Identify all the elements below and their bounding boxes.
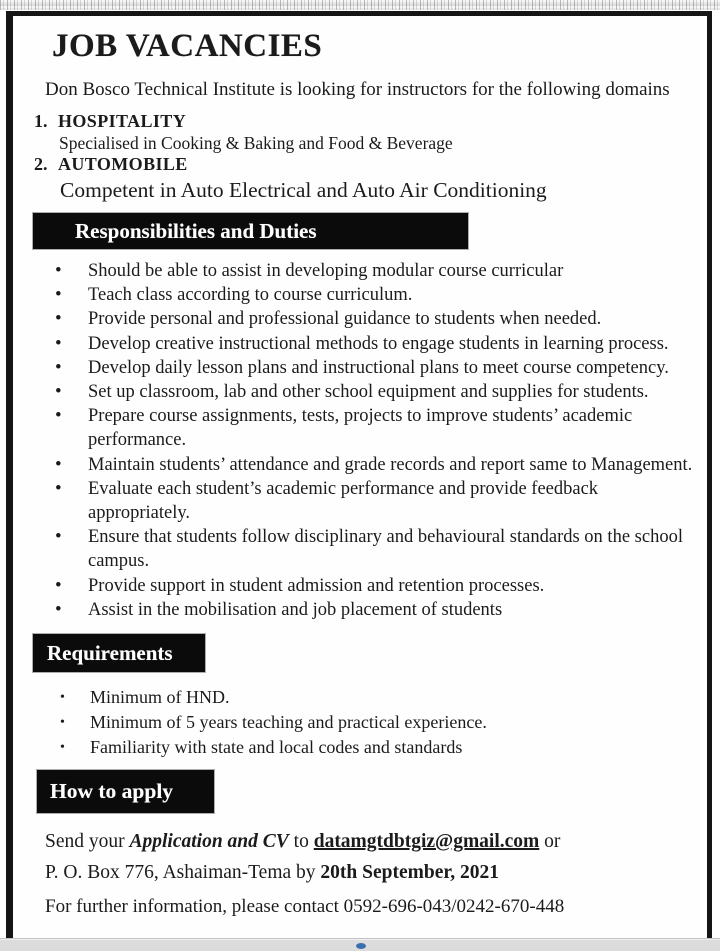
responsibilities-heading-bar: Responsibilities and Duties — [33, 213, 468, 249]
blue-scroll-dot-icon — [356, 943, 366, 949]
responsibility-item: • Provide support in student admission and retention processes. — [32, 574, 704, 598]
page-title: JOB VACANCIES — [52, 28, 323, 64]
responsibility-item: • Should be able to assist in developing modular course curricular — [32, 259, 704, 283]
how-to-apply-heading-bar: How to apply — [37, 770, 214, 813]
responsibility-item: • Teach class according to course curriculum. — [32, 283, 704, 307]
domain-item-hospitality — [34, 111, 695, 132]
requirements-heading-bar: Requirements — [33, 634, 205, 672]
responsibility-item: • Prepare course assignments, tests, projects to improve students’ academic performance. — [32, 404, 704, 452]
responsibility-item: • Develop creative instructional methods to engage students in learning process. — [32, 332, 704, 356]
responsibilities-list — [32, 259, 704, 622]
requirement-item: • Minimum of HND. — [32, 685, 692, 710]
domain-number: 2. — [34, 154, 48, 174]
send-suffix-text: or — [539, 831, 561, 853]
domain-detail-automobile: Competent in Auto Electrical and Auto Air Conditioning — [60, 178, 547, 202]
responsibility-item: • Provide personal and professional guidance to students when needed. — [32, 307, 704, 331]
email-link: datamgtdbtgiz@gmail.com — [313, 831, 540, 853]
address-prefix-text: P. O. Box 776, Ashaiman-Tema by — [45, 862, 321, 884]
send-prefix-text: Send your — [45, 831, 130, 853]
responsibility-item: • Develop daily lesson plans and instructional plans to meet course competency. — [32, 356, 704, 380]
requirement-item: • Familiarity with state and local codes and standards — [32, 735, 692, 760]
viewer-edge-strip — [0, 938, 720, 951]
intro-text: Don Bosco Technical Institute is looking for instructors for the following domains — [45, 79, 670, 100]
responsibility-item: • Assist in the mobilisation and job placement of students — [32, 598, 704, 622]
application-cv-text: Application and CV — [129, 831, 289, 853]
domain-name: AUTOMOBILE — [58, 154, 188, 174]
responsibility-item: • Evaluate each student’s academic performance and provide feedback appropriately. — [32, 477, 704, 525]
responsibility-item: • Maintain students’ attendance and grade records and report same to Management. — [32, 453, 704, 477]
send-middle-text: to — [288, 831, 314, 853]
contact-info: For further information, please contact 0592-696-043/0242-670-448 — [45, 896, 565, 918]
responsibility-item: • Set up classroom, lab and other school equipment and supplies for students. — [32, 380, 704, 404]
responsibility-item: • Ensure that students follow disciplinary and behavioural standards on the school campus. — [32, 525, 704, 573]
domain-list — [34, 111, 695, 203]
requirement-item: • Minimum of 5 years teaching and practical experience. — [32, 710, 692, 735]
domain-name: HOSPITALITY — [58, 111, 187, 131]
apply-instructions — [45, 826, 690, 888]
deadline-text: 20th September, 2021 — [320, 862, 499, 884]
domain-item-automobile — [34, 154, 695, 175]
domain-number: 1. — [34, 111, 48, 131]
requirements-list — [32, 685, 692, 760]
domain-detail-hospitality: Specialised in Cooking & Baking and Food & Beverage — [59, 133, 453, 153]
document-frame — [6, 11, 712, 938]
scan-noise-edge — [0, 0, 720, 10]
